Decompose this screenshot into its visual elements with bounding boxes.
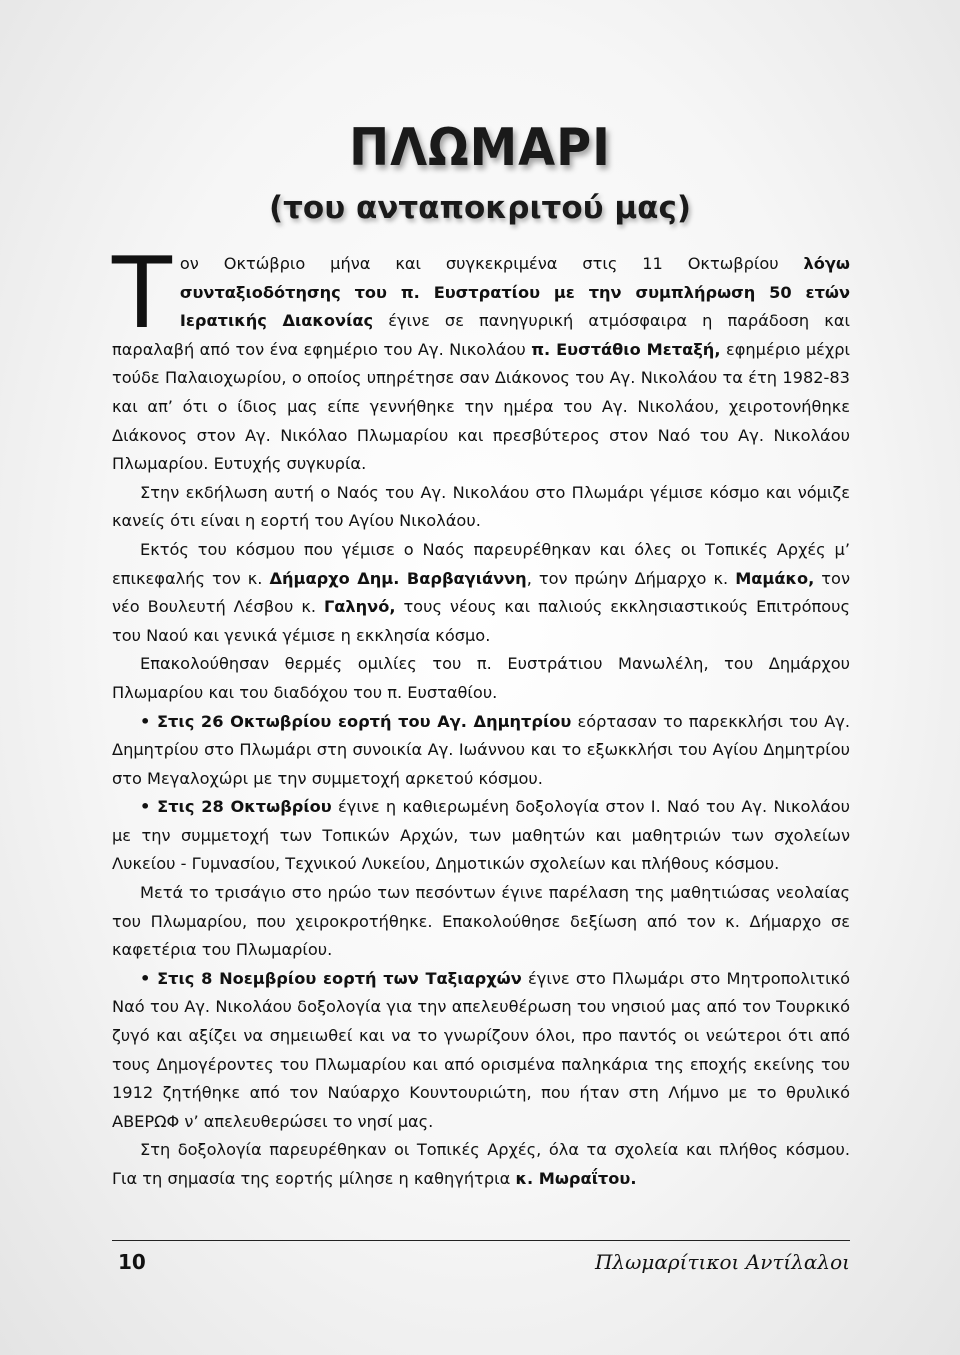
text: εόρτασαν το παρεκκλήσι του Αγ. Δημητρίου στο Πλωμάρι στη συνοικία Αγ. Ιωάννου και το εξωκκλήσι του Αγίου Δημητρίου στο Μεγαλοχώρι με την συμμετοχή αρκετού κόσμου. (112, 711, 850, 788)
bold-name: Δήμαρχο Δημ. Βαρβαγιάννη (269, 568, 527, 588)
bold-heading: • Στις 8 Νοεμβρίου εορτή των Ταξιαρχών (140, 968, 522, 988)
paragraph-9 (112, 1136, 850, 1193)
drop-cap: Τ (112, 237, 172, 351)
text: έγινε η καθιερωμένη δοξολογία στον Ι. Ναό του Αγ. Νικολάου με την συμμετοχή των Τοπικών Αρχών, των μαθητών και μαθητριών των σχολείων Λυκείου - Γυμνασίου, Τεχνικού Λυκείου, Δημοτικών σχολείων και πλήθους κόσμου. (112, 797, 850, 874)
bold-heading: • Στις 26 Οκτωβρίου εορτή του Αγ. Δημητρίου (140, 711, 572, 731)
text: Εκτός του κόσμου που γέμισε ο Ναός παρευρέθηκαν και όλες οι Τοπικές Αρχές μ’ επικεφαλής τον κ. (112, 539, 850, 588)
bold-name: κ. Μωραΐτου. (515, 1169, 637, 1188)
text: Στη δοξολογία παρευρέθηκαν οι Τοπικές Αρχές, όλα τα σχολεία και πλήθος κόσμου. Για τη σημασία της εορτής μίλησε η καθηγήτρια (112, 1140, 850, 1188)
magazine-name: Πλωμαρίτικοι Αντίλαλοι (594, 1250, 850, 1274)
text: εφημέριο μέχρι τούδε Παλαιοχωρίου, ο οποίος υπηρέτησε σαν Διάκονος του Αγ. Νικολάου τα έτη 1982-83 και απ’ ότι ο ίδιος μας είπε γεννήθηκε την ημέρα του Αγ. Νικολάου, χειροτονήθηκε Διάκονος στον Αγ. Νικόλαο Πλωμαρίου και πρεσβύτερος στον Ναό του Αγ. Νικολάου Πλωμαρίου. Ευτυχής συγκυρία. (112, 339, 850, 474)
paragraph-7: Μετά το τρισάγιο στο ηρώο των πεσόντων έγινε παρέλαση της μαθητιώσας νεολαίας του Πλωμαρίου, που χειροκροτήθηκε. Επακολούθησε δεξίωση από τον κ. Δήμαρχο σε καφετέρια του Πλωμαρίου. (112, 883, 850, 960)
footer-divider (112, 1240, 850, 1241)
paragraph-6 (112, 793, 850, 879)
bold-name: π. Ευστάθιο Μεταξή, (531, 339, 721, 359)
paragraph-5 (112, 708, 850, 794)
bold-heading: • Στις 28 Οκτωβρίου (140, 797, 332, 817)
page-number: 10 (118, 1250, 146, 1274)
paragraph-4: Επακολούθησαν θερμές ομιλίες του π. Ευστράτιου Μανωλέλη, του Δημάρχου Πλωμαρίου και του διαδόχου του π. Ευσταθίου. (112, 654, 850, 702)
paragraph-3 (112, 536, 850, 650)
text: έγινε σε πανηγυρική ατμόσφαιρα η παράδοση και παραλαβή από τον ένα εφημέριο του Αγ. Νικολάου (112, 311, 850, 359)
page-title: ΠΛΩΜΑΡΙ (349, 118, 611, 178)
text: έγινε στο Πλωμάρι στο Μητροπολιτικό Ναό του Αγ. Νικολάου δοξολογία για την απελευθέρωση του νησιού μας από τον Τουρκικό ζυγό και αξίζει να σημειωθεί και να το γνωρίζουν όλοι, προ παντός οι νεώτεροι ότι από τους Δημογέροντες του Πλωμαρίου και από ορισμένα παληκάρια της εποχής εκείνης του 1912 ζητήθηκε από τον Ναύαρχο Κουντουριώτη, που ήταν στη Λήμνο με το θρυλικό ΑΒΕΡΩΦ ν’ απελευθερώσει το νησί μας. (112, 968, 850, 1131)
article-body (112, 237, 850, 1194)
page-subtitle: (του ανταποκριτού μας) (268, 190, 692, 226)
paragraph-2: Στην εκδήλωση αυτή ο Ναός του Αγ. Νικολάου στο Πλωμάρι γέμισε κόσμο και νόμιζε κανείς ότι είναι η εορτή του Αγίου Νικολάου. (112, 482, 850, 531)
paragraph-8 (112, 965, 850, 1137)
paragraph-1 (112, 237, 850, 479)
bold-text: λόγω συνταξιοδότησης του π. Ευστρατίου με την συμπλήρωση 50 ετών Ιερατικής Διακονίας (179, 254, 850, 331)
bold-name: Μαμάκο, (735, 568, 815, 588)
text: ον Οκτώβριο μήνα και συγκεκριμένα στις 11 Οκτωβρίου (179, 254, 804, 273)
text: τους νέους και παλιούς εκκλησιαστικούς Επιτρόπους του Ναού και γενικά γέμισε η εκκλησία κόσμο. (112, 597, 850, 645)
text: , τον πρώην Δήμαρχο κ. (526, 568, 736, 588)
text: τον νέο Βουλευτή Λέσβου κ. (112, 568, 850, 617)
bold-name: Γαληνό, (323, 597, 396, 617)
